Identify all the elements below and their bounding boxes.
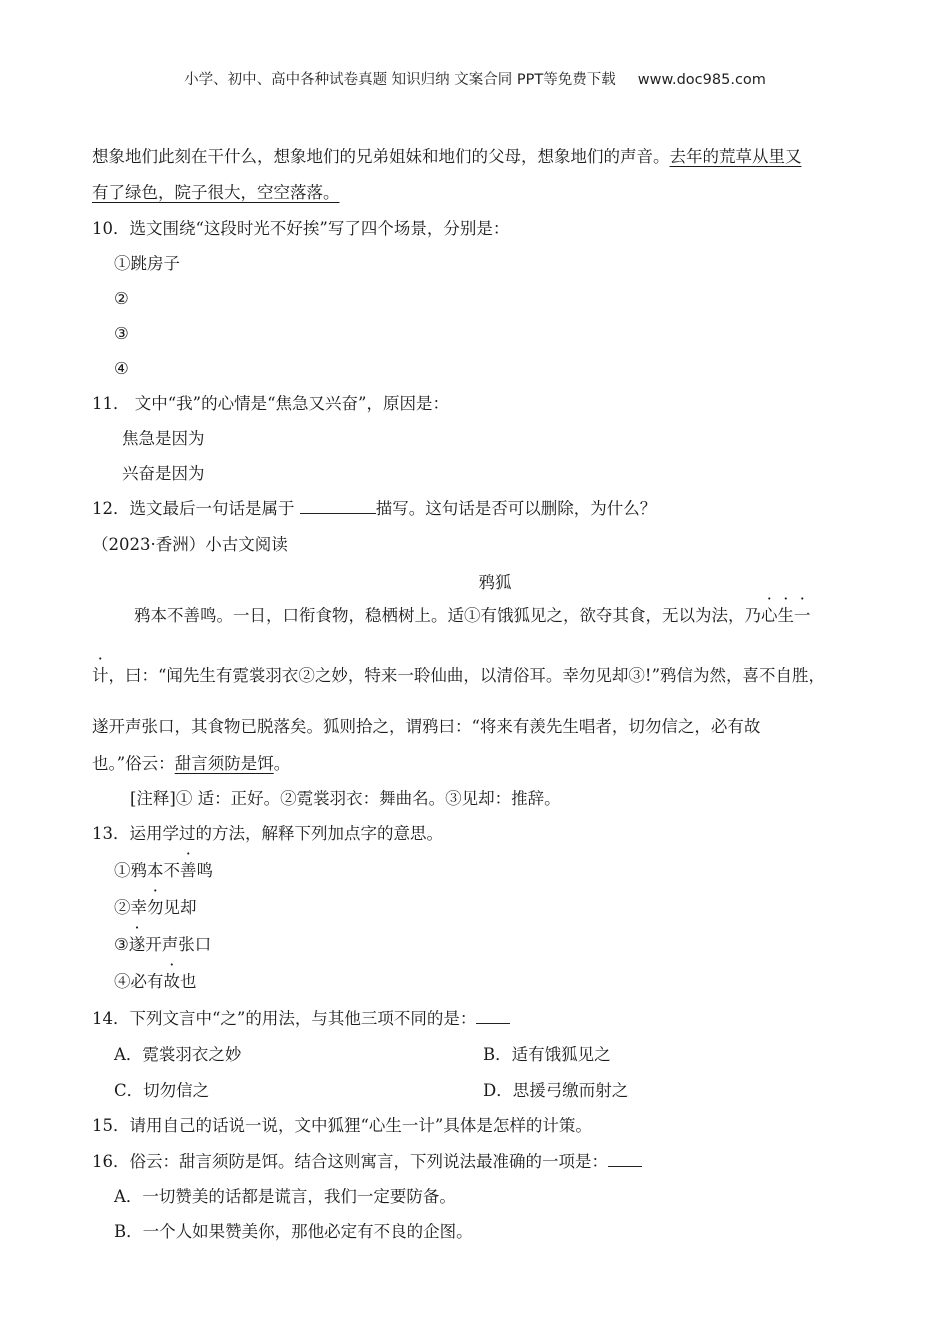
passage-title: 鸦狐 [478,573,512,592]
dotted-char: 遂 [128,935,146,954]
annotation-note: [注释]① 适：正好。②霓裳羽衣：舞曲名。③见却：推辞。 [130,789,561,808]
q10-item-1: ①跳房子 [114,254,180,273]
dotted-char: 心 [761,606,778,625]
classical-text: ，曰：“闻先生有霓裳羽衣②之妙，特来一聆仙曲，以清俗耳。幸勿见却③!”鸦信为然，喜不自胜， [108,666,826,685]
question-14-stem [92,1008,510,1030]
q16-option-b[interactable]: B．一个人如果赞美你，那他必定有不良的企图。 [114,1222,473,1241]
q13-text: 鸣 [196,861,213,880]
classical-text: 也。”俗云： [92,754,175,773]
question-13-stem: 13．运用学过的方法，解释下列加点字的意思。 [92,824,443,843]
q13-text: ③ [114,935,129,954]
passage-text: 想象地们此刻在干什么，想象地们的兄弟姐妹和地们的父母，想象地们的声音。 [92,147,670,166]
q16-text: 16．俗云：甜言须防是饵。结合这则寓言，下列说法最准确的一项是： [92,1152,608,1171]
dotted-char: 一 [794,606,811,625]
q16-answer-blank[interactable] [608,1152,642,1167]
passage-line-2 [92,182,340,204]
q13-item-3 [114,934,211,956]
q13-text: 开声张口 [145,935,212,954]
q13-item-1 [114,860,213,882]
q16-option-a[interactable]: A．一切赞美的话都是谎言，我们一定要防备。 [114,1187,456,1206]
question-15-stem: 15．请用自己的话说一说，文中狐狸“心生一计”具体是怎样的计策。 [92,1116,592,1135]
q11-item-2: 兴奋是因为 [122,464,205,483]
q10-item-2: ② [114,289,129,308]
classical-line-3: 遂开声张口，其食物已脱落矣。狐则拾之，谓鸦曰：“将来有羡先生唱者，切勿信之，必有故 [92,717,761,736]
q13-item-2 [114,897,197,919]
q12-text-after: 描写。这句话是否可以删除，为什么？ [375,499,657,518]
q14-answer-blank[interactable] [476,1009,510,1024]
q13-text: 见却 [163,898,197,917]
q10-item-4: ④ [114,359,129,378]
q14-option-c[interactable]: C．切勿信之 [114,1081,210,1100]
dotted-char: 故 [163,972,180,991]
q12-text-before: 12．选文最后一句话是属于 [92,499,300,518]
q14-option-a[interactable]: A．霓裳羽衣之妙 [114,1045,242,1064]
q14-text: 14．下列文言中“之”的用法，与其他三项不同的是： [92,1009,477,1028]
q13-text: ④必有 [114,972,164,991]
classical-text: 鸦本不善鸣。一日，口衔食物，稳栖树上。适①有饿狐见之，欲夺其食，无以为法，乃 [134,606,761,625]
dotted-char: 生 [777,606,794,625]
classical-line-2 [92,665,825,687]
q13-text: ①鸦本不 [114,861,180,880]
classical-line-4 [92,753,290,775]
section-heading: （2023·香洲）小古文阅读 [92,535,288,554]
passage-line-1 [92,146,802,168]
q11-item-1: 焦急是因为 [122,429,205,448]
header-url[interactable]: www.doc985.com [637,72,766,88]
dotted-char: 善 [180,861,197,880]
q13-item-4 [114,971,197,993]
question-10-stem: 10．选文围绕“这段时光不好挨”写了四个场景，分别是： [92,219,510,238]
question-16-stem [92,1151,642,1173]
question-11-stem: 11． 文中“我”的心情是“焦急又兴奋”，原因是： [92,394,449,413]
dotted-char: 勿 [147,898,164,917]
q13-text: 也 [180,972,197,991]
classical-text: 。 [273,754,291,773]
passage-underlined: 去年的荒草从里又 [669,147,802,166]
header-text: 小学、初中、高中各种试卷真题 知识归纳 文案合同 PPT等免费下载 [184,72,616,88]
page-header [0,68,950,89]
classical-underlined: 甜言须防是饵 [174,754,274,773]
q14-option-b[interactable]: B．适有饿狐见之 [483,1045,611,1064]
q12-answer-blank[interactable] [300,499,376,514]
q13-text: ②幸 [114,898,147,917]
q14-option-d[interactable]: D．思援弓缴而射之 [483,1081,629,1100]
classical-line-1 [134,605,811,627]
question-12 [92,498,656,520]
dotted-char: 计 [92,666,109,685]
passage-underlined-2: 有了绿色，院子很大，空空落落。 [92,183,340,202]
q10-item-3: ③ [114,324,129,343]
